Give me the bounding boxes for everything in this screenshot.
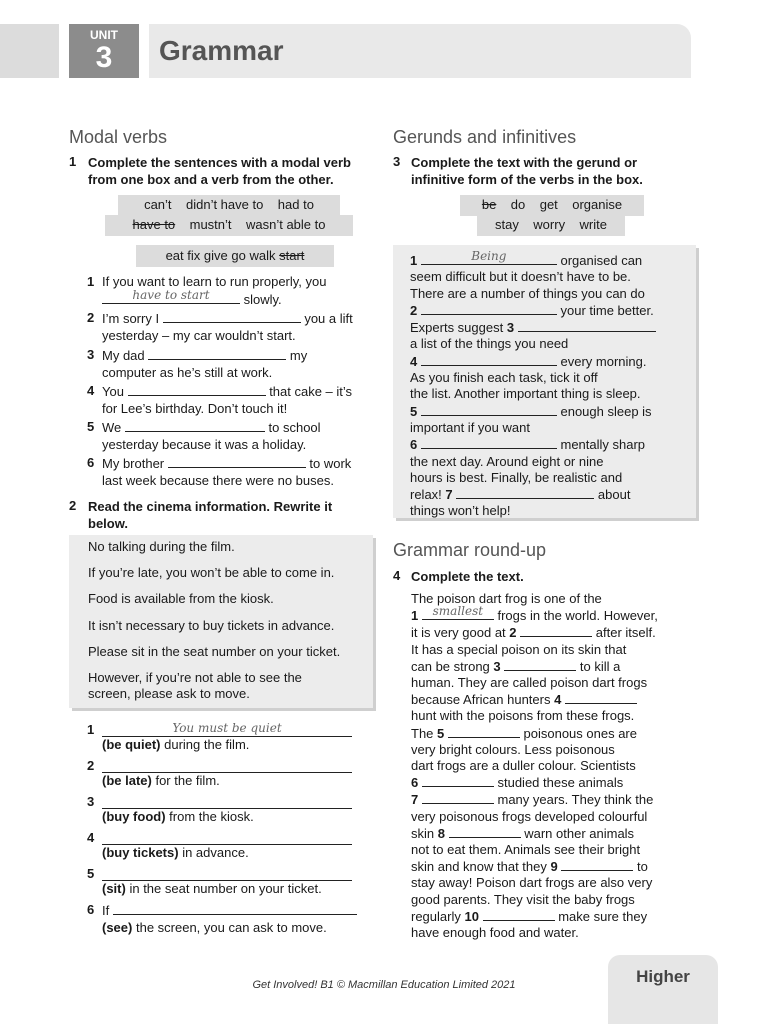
word-chip: organise (572, 197, 623, 212)
verb-box-row1 (460, 195, 644, 216)
answer-blank[interactable] (422, 791, 494, 804)
word-chip: fix (187, 248, 201, 263)
answer-blank[interactable] (456, 486, 594, 499)
answer-blank[interactable] (421, 249, 557, 265)
answer-blank[interactable] (113, 902, 357, 915)
handwritten-answer: Being (471, 249, 507, 263)
section-title-gerunds: Gerunds and infinitives (393, 127, 577, 147)
notice-line: If you’re late, you won’t be able to come in. (88, 565, 335, 580)
answer-blank[interactable] (421, 353, 557, 366)
level-tab-higher: Higher (608, 955, 718, 1024)
exercise-4-heading: 4 Complete the text. (393, 568, 693, 585)
section-title-modal-verbs: Modal verbs (69, 127, 168, 147)
answer-blank[interactable] (148, 347, 286, 360)
answer-blank[interactable] (504, 658, 576, 671)
answer-blank[interactable] (102, 722, 352, 737)
word-chip: can’t (144, 197, 172, 212)
title-bar (149, 24, 691, 78)
handwritten-answer: have to start (132, 287, 210, 302)
cinema-info-box (69, 535, 373, 708)
answer-blank[interactable] (449, 825, 521, 838)
list-item: 2 I’m sorry I you a lift yesterday – my car wouldn’t start. (87, 310, 353, 343)
answer-blank[interactable] (421, 302, 557, 315)
word-box-row2 (105, 215, 353, 236)
answer-blank[interactable] (421, 403, 557, 416)
word-chip: do (510, 197, 526, 212)
exercise-instruction: Complete the sentences with a modal verb from one box and a verb from the other. (88, 155, 351, 187)
verb-box (136, 245, 334, 267)
answer-blank[interactable] (561, 858, 633, 871)
gerund-text-box: 1 Being organised can seem difficult but it doesn’t have to be. There are a number of things you can do 2 your time better. Experts suggest 3 a list of the things you need 4 every morning. As you finish each task, tick it off the list. Another important thing is sleep. 5 enough sleep is important if you want 6 mentally sharp the next day. Around eight or nine hours is best. Finally, be realistic and relax! 7 about things won’t help! (393, 245, 696, 518)
word-chip: worry (533, 217, 566, 232)
unit-number: 3 (95, 41, 113, 74)
answer-blank[interactable] (125, 419, 265, 432)
answer-blank[interactable] (520, 624, 592, 637)
list-item: 1 If you want to learn to run properly, you have to start slowly. (87, 274, 327, 307)
answer-blank[interactable] (102, 287, 240, 304)
word-chip: get (539, 197, 558, 212)
answer-blank[interactable] (422, 774, 494, 787)
copyright-footer: Get Involved! B1 © Macmillan Education Limited 2021 (252, 979, 516, 991)
word-chip: give (203, 248, 228, 263)
list-item: 3 My dad my computer as he’s still at work. (87, 347, 308, 380)
exercise-instruction: Complete the text with the gerund or infinitive form of the verbs in the box. (411, 155, 643, 187)
list-item: 3 (buy food) from the kiosk. (87, 794, 352, 826)
list-item: 4 (buy tickets) in advance. (87, 830, 352, 862)
word-chip: write (579, 217, 607, 232)
exercise-1-heading (69, 154, 379, 188)
handwritten-answer: You must be quiet (172, 721, 282, 735)
word-chip-struck: be (481, 197, 497, 212)
answer-blank[interactable] (102, 830, 352, 845)
answer-blank[interactable] (421, 436, 557, 449)
word-chip: eat (165, 248, 184, 263)
exercise-3-heading: 3 Complete the text with the gerund or infinitive form of the verbs in the box. (393, 154, 693, 188)
list-item: 6 If (see) the screen, you can ask to move. (87, 902, 367, 936)
notice-line: screen, please ask to move. (88, 686, 250, 701)
answer-blank[interactable] (163, 310, 301, 323)
list-item: 5 (sit) in the seat number on your ticket. (87, 866, 352, 898)
word-chip: didn’t have to (185, 197, 264, 212)
exercise-instruction: Complete the text. (411, 569, 524, 584)
exercise-instruction: Read the cinema information. Rewrite it below. (88, 499, 333, 531)
notice-line: Food is available from the kiosk. (88, 591, 274, 606)
roundup-text: The poison dart frog is one of the 1 smallest frogs in the world. However, it is very good at 2 after itself. It has a special poison on its skin that can be strong 3 to kill a human. They are called poison dart frogs because African hunters 4 hunt with the poisons from these frogs. The 5 poisonous ones are very bright colours. Less poisonous dart frogs are a duller colour. Scientists 6 studied these animals 7 many years. They think the very poisonous frogs developed colourful skin 8 warn other animals not to eat them. Animals see their bright skin and know that they 9 to stay away! Poison dart frogs are also very good parents. They visit the baby frogs regularly 10 make sure they have enough food and water. (411, 591, 658, 941)
word-chip-struck: start (279, 248, 305, 263)
list-item: 1 You must be quiet (be quiet) during the film. (87, 722, 352, 754)
answer-blank[interactable] (448, 725, 520, 738)
list-item: 2 (be late) for the film. (87, 758, 352, 790)
list-item: 5 We to school yesterday because it was a holiday. (87, 419, 321, 452)
header-side-block (0, 24, 59, 78)
page-title: Grammar (159, 35, 284, 66)
exercise-number: 1 (69, 154, 77, 169)
answer-blank[interactable] (518, 319, 656, 332)
answer-blank[interactable] (168, 455, 306, 468)
answer-blank[interactable] (128, 383, 266, 396)
answer-blank[interactable] (483, 908, 555, 921)
list-item: 6 My brother to work last week because there were no buses. (87, 455, 352, 488)
answer-blank[interactable] (422, 604, 494, 620)
word-chip: mustn’t (189, 217, 232, 232)
answer-blank[interactable] (102, 866, 352, 881)
notice-line: No talking during the film. (88, 539, 235, 554)
answer-blank[interactable] (102, 758, 352, 773)
list-item: 4 You that cake – it’s for Lee’s birthday. Don’t touch it! (87, 383, 353, 416)
notice-line: Please sit in the seat number on your ticket. (88, 644, 341, 659)
verb-box-row2 (477, 215, 625, 236)
word-chip: stay (495, 217, 519, 232)
unit-badge (69, 24, 139, 78)
word-chip: walk (249, 248, 276, 263)
section-title-grammar-roundup: Grammar round-up (393, 540, 547, 560)
word-chip: go (231, 248, 246, 263)
notice-line: However, if you’re not able to see the (88, 670, 302, 685)
word-chip: wasn’t able to (245, 217, 326, 232)
word-chip-struck: have to (132, 217, 176, 232)
unit-label: UNIT (90, 28, 118, 42)
word-box-row1 (118, 195, 340, 216)
answer-blank[interactable] (102, 794, 352, 809)
answer-blank[interactable] (565, 691, 637, 704)
notice-line: It isn’t necessary to buy tickets in advance. (88, 618, 335, 633)
word-chip: had to (277, 197, 314, 212)
handwritten-answer: smallest (432, 604, 484, 619)
exercise-2-heading: 2 Read the cinema information. Rewrite it below. (69, 498, 369, 532)
